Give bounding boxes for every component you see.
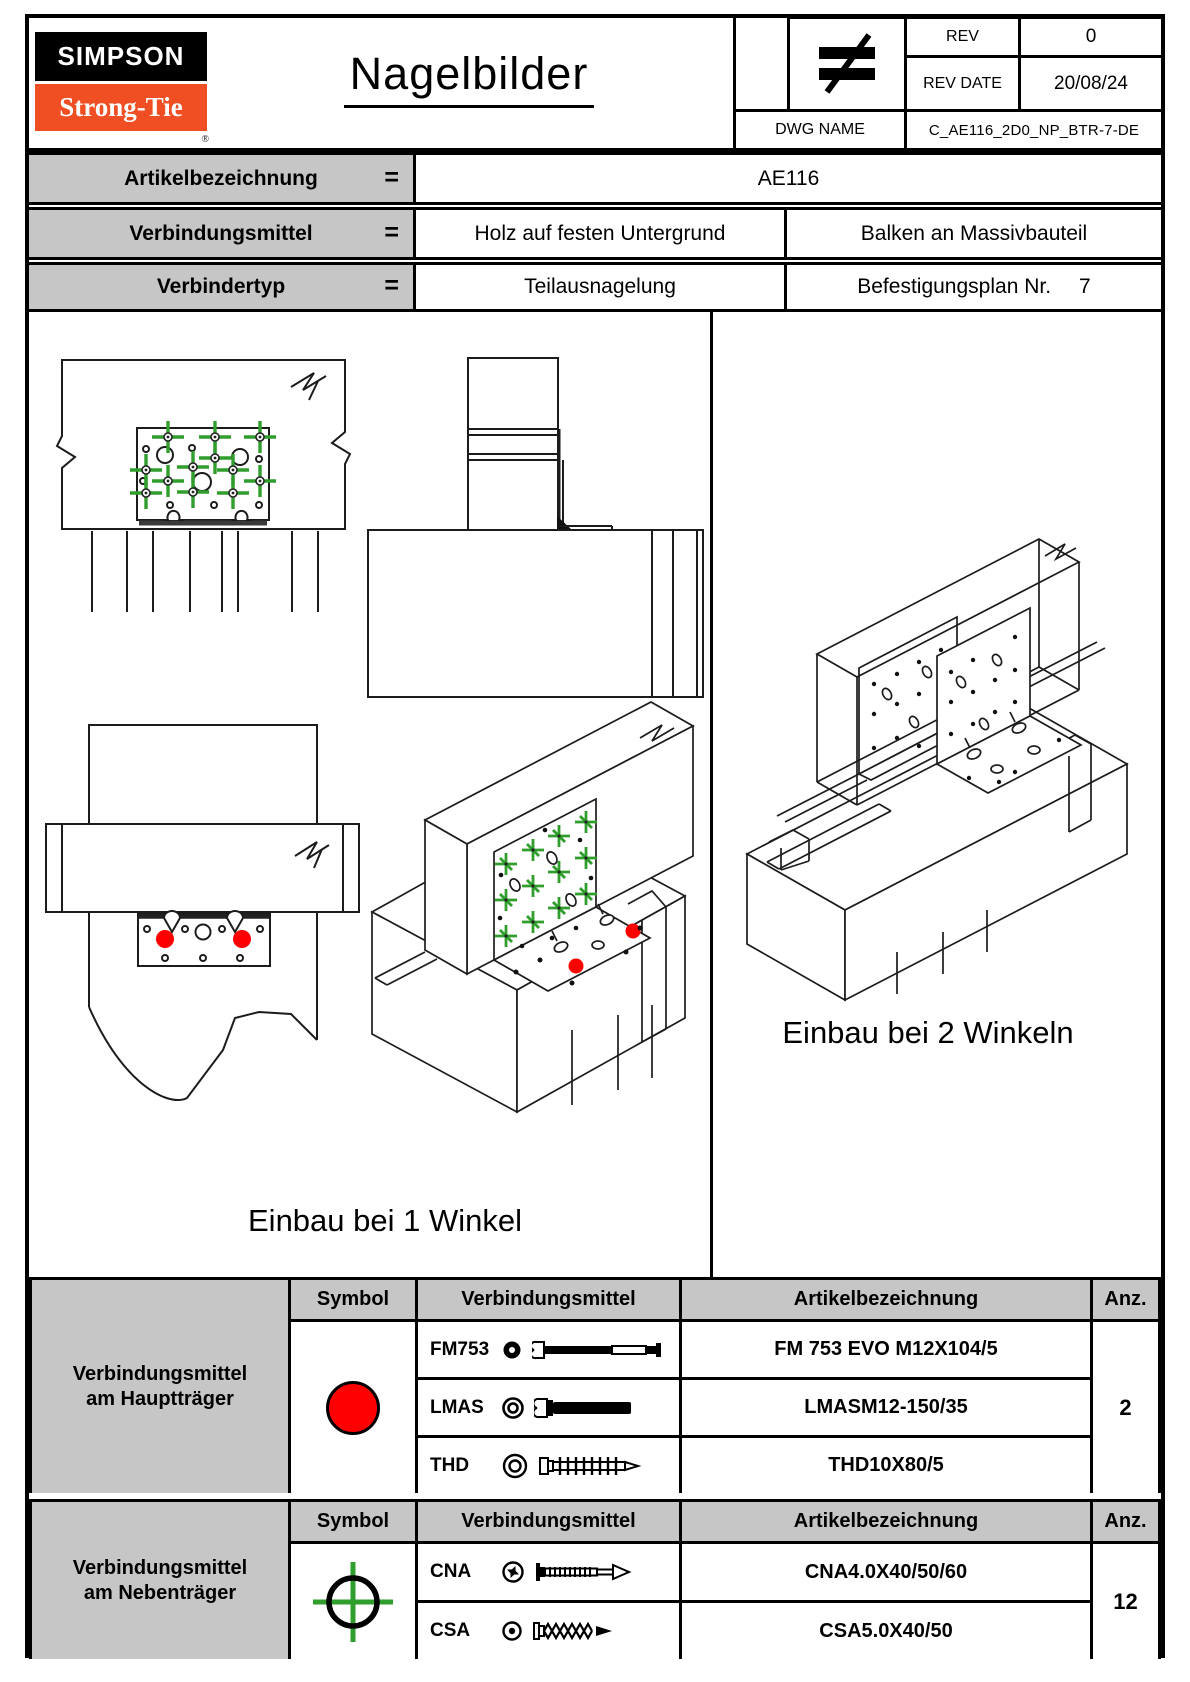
not-equal-projection-icon — [809, 32, 885, 96]
col-header-symbol: Symbol — [291, 1280, 415, 1319]
logo-strongtie: Strong-Tie ® — [35, 84, 207, 131]
spec-value-application: Balken an Massivbauteil — [784, 207, 1164, 260]
sheet-title: Nagelbilder — [249, 48, 689, 100]
fastener-row-cna: CNA — [418, 1544, 679, 1600]
article-thd: THD10X80/5 — [682, 1438, 1090, 1493]
caption-two-angles: Einbau bei 2 Winkeln — [782, 1015, 1074, 1050]
isometric-one-angle-drawing — [340, 700, 710, 1132]
equals-sign: = — [384, 162, 399, 191]
rev-date-label-cell: REV DATE — [904, 55, 1021, 112]
group-label-main-beam: Verbindungsmittel am Hauptträger — [32, 1280, 288, 1493]
spec-value-nailing-type: Teilausnagelung — [413, 262, 787, 312]
spec-value-article: AE116 — [413, 152, 1164, 205]
symbol-cell-main-beam — [291, 1322, 415, 1493]
isometric-two-angles-drawing — [729, 532, 1141, 1007]
fastener-table-main-beam — [29, 1277, 1161, 1493]
spec-label-verbindertyp: Verbindertyp = — [26, 262, 416, 312]
article-cna: CNA4.0X40/50/60 — [682, 1544, 1090, 1600]
logo-simpson: SIMPSON — [35, 32, 207, 81]
fm753-sleeve-anchor-icon — [532, 1338, 672, 1362]
spec-label-artikelbezeichnung: Artikelbezeichnung = — [26, 152, 416, 205]
ring-washer-large-icon — [501, 1452, 529, 1480]
anchor-marker-red — [569, 959, 584, 974]
green-crosshair-symbol-icon — [310, 1559, 396, 1645]
fastener-row-lmas: LMAS — [418, 1380, 679, 1435]
group-label-secondary-beam: Verbindungsmittel am Nebenträger — [32, 1502, 288, 1659]
equals-sign: = — [384, 271, 399, 300]
col-header-article: Artikelbezeichnung — [682, 1502, 1090, 1541]
fastener-row-csa: CSA — [418, 1603, 679, 1659]
top-view-drawing — [45, 710, 375, 1140]
col-header-fastener: Verbindungsmittel — [418, 1502, 679, 1541]
projection-symbol-cell — [787, 16, 907, 112]
header-band — [29, 18, 1161, 152]
fastener-table-secondary-beam — [29, 1499, 1161, 1659]
panel-two-angles — [713, 310, 1161, 1277]
rev-date-value-cell: 20/08/24 — [1018, 55, 1164, 112]
article-csa: CSA5.0X40/50 — [682, 1603, 1090, 1659]
pinwheel-washer-icon — [501, 1560, 525, 1584]
csa-anchor-screw-icon — [532, 1619, 652, 1643]
col-header-symbol: Symbol — [291, 1502, 415, 1541]
rev-value-cell: 0 — [1018, 16, 1164, 58]
col-header-fastener: Verbindungsmittel — [418, 1280, 679, 1319]
registered-mark: ® — [201, 134, 209, 145]
thd-threaded-anchor-icon — [538, 1453, 650, 1479]
col-header-article: Artikelbezeichnung — [682, 1280, 1090, 1319]
article-fm753: FM 753 EVO M12X104/5 — [682, 1322, 1090, 1377]
washer-icon — [501, 1339, 523, 1361]
red-circle-symbol-icon — [326, 1381, 380, 1435]
dwg-name-value-cell: C_AE116_2D0_NP_BTR-7-DE — [904, 109, 1164, 151]
cna-anchor-nail-icon — [534, 1560, 654, 1584]
lmas-heavy-bolt-icon — [534, 1395, 644, 1421]
col-header-qty: Anz. — [1093, 1502, 1158, 1541]
front-view-drawing — [55, 340, 385, 640]
panel-one-angle — [29, 310, 710, 1277]
side-view-drawing — [360, 340, 710, 710]
spec-value-substrate: Holz auf festen Untergrund — [413, 207, 787, 260]
fastener-row-fm753: FM753 — [418, 1322, 679, 1377]
anchor-marker-red — [233, 930, 251, 948]
anchor-marker-red — [626, 924, 641, 939]
sheet-border — [25, 14, 1165, 1658]
symbol-cell-secondary-beam — [291, 1544, 415, 1659]
simpson-strongtie-logo — [35, 32, 209, 145]
plan-number: 7 — [1079, 275, 1091, 298]
qty-main-beam: 2 — [1093, 1322, 1158, 1493]
rev-label-cell: REV — [904, 16, 1021, 58]
fastener-row-thd: THD — [418, 1438, 679, 1493]
qty-secondary-beam: 12 — [1093, 1544, 1158, 1659]
ring-washer-icon — [501, 1396, 525, 1420]
equals-sign: = — [384, 217, 399, 246]
anchor-marker-red — [156, 930, 174, 948]
dot-washer-icon — [501, 1620, 523, 1642]
spec-label-verbindungsmittel: Verbindungsmittel = — [26, 207, 416, 260]
dwg-name-label-cell: DWG NAME — [733, 109, 907, 151]
spec-value-plan-number: Befestigungsplan Nr. 7 — [784, 262, 1164, 312]
article-lmas: LMASM12-150/35 — [682, 1380, 1090, 1435]
caption-one-angle: Einbau bei 1 Winkel — [248, 1203, 522, 1238]
drawing-area — [29, 310, 1161, 1277]
col-header-qty: Anz. — [1093, 1280, 1158, 1319]
